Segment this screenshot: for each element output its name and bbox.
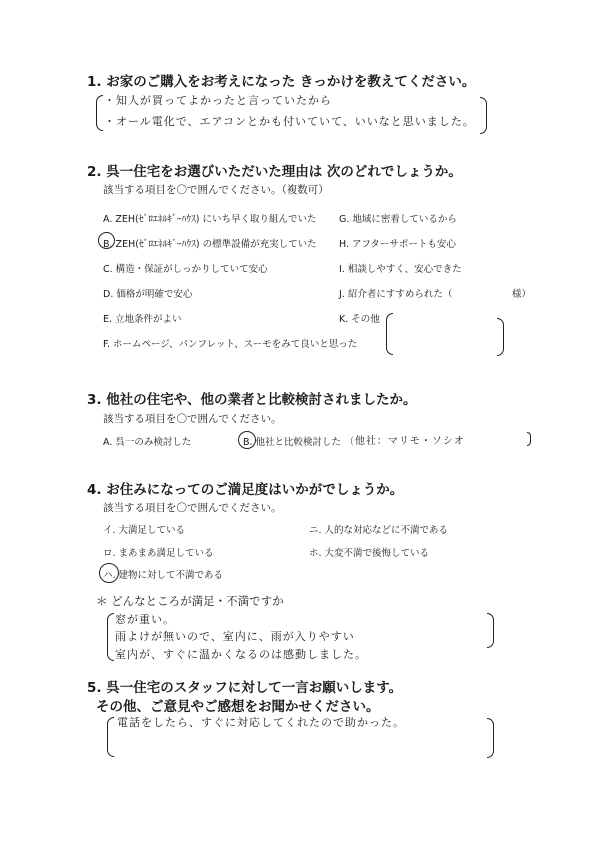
q2-option-j-suffix: 様） (512, 289, 532, 300)
q2-option-g[interactable]: G. 地域に密着しているから (339, 214, 457, 225)
q2-option-a[interactable]: A. ZEH(ｾﾞﾛｴﾈﾙｷﾞｰﾊｳｽ) にいち早く取り組んでいた (103, 214, 317, 225)
q4-option-ni[interactable]: ニ. 人的な対応などに不満である (309, 525, 449, 536)
q4-bracket-right (487, 613, 494, 648)
q4-option-ha-circle (99, 563, 119, 583)
q4-option-ho[interactable]: ホ. 大変不満で後悔している (309, 548, 430, 559)
q3-answer[interactable]: (他社：マリモ・ソシオ (350, 436, 465, 447)
q1-answer-line-2[interactable]: ・オール電化で、エアコンとかも付いていて、いいなと思いました。 (104, 115, 475, 128)
q1-title: 1. お家のご購入をお考えになった きっかけを教えてください。 (87, 74, 476, 90)
q2-instruction: 該当する項目を〇で囲んでください。（複数可） (103, 184, 329, 196)
q1-bracket-left (96, 95, 103, 131)
q2-k-bracket-right (497, 318, 504, 356)
q2-title: 2. 呉一住宅をお選びいただいた理由は 次のどれでしょうか。 (87, 164, 462, 180)
q3-option-b[interactable]: B. 他社と比較検討した (243, 437, 342, 448)
q2-option-h[interactable]: H. アフターサポートも安心 (339, 239, 456, 250)
q2-option-d[interactable]: D. 価格が明確で安心 (103, 289, 193, 300)
q4-bracket-left (107, 613, 114, 661)
q2-option-j[interactable]: J. 紹介者にすすめられた（ (339, 289, 453, 300)
q3-bracket-right (527, 432, 531, 446)
q5-title-line-1: 5. 呉一住宅のスタッフに対して一言お願いします。 (87, 680, 403, 696)
q4-followup: ＊ どんなところが満足・不満ですか (96, 594, 284, 608)
q1-bracket-right (480, 97, 487, 134)
q4-answer-line-2[interactable]: 雨よけが無いので、室内に、雨が入りやすい (115, 630, 355, 643)
q4-title: 4. お住みになってのご満足度はいかがでしょうか。 (87, 482, 404, 498)
q2-option-c[interactable]: C. 構造・保証がしっかりしていて安心 (103, 264, 268, 275)
q4-option-ro[interactable]: ロ. まあまあ満足している (103, 548, 214, 559)
q5-answer[interactable]: 電話をしたら、すぐに対応してくれたので助かった。 (117, 716, 405, 729)
q3-option-b-circle (238, 431, 256, 449)
q5-title-line-2: その他、ご意見やご感想をお聞かせください。 (96, 699, 380, 715)
q2-option-e[interactable]: E. 立地条件がよい (103, 314, 182, 325)
q2-option-b-circle (98, 232, 115, 249)
q3-title: 3. 他社の住宅や、他の業者と比較検討されましたか。 (87, 392, 417, 408)
q2-option-i[interactable]: I. 相談しやすく、安心できた (339, 264, 462, 275)
q4-answer-line-3[interactable]: 室内が、すぐに温かくなるのは感動しました。 (115, 648, 367, 661)
q2-option-b[interactable]: B. ZEH(ｾﾞﾛｴﾈﾙｷﾞｰﾊｳｽ) の標準設備が充実していた (103, 239, 317, 250)
q4-option-ha[interactable]: ハ. 建物に対して不満である (103, 570, 224, 581)
q4-option-i[interactable]: イ. 大満足している (103, 525, 186, 536)
q3-instruction: 該当する項目を〇で囲んでください。 (103, 413, 282, 425)
q3-option-a[interactable]: A. 呉一のみ検討した (103, 437, 192, 448)
q2-k-bracket-left (386, 313, 393, 355)
q4-instruction: 該当する項目を〇で囲んでください。 (103, 502, 282, 514)
q2-option-k[interactable]: K. その他 (339, 314, 380, 325)
q5-bracket-right (487, 718, 494, 758)
q1-answer-line-1[interactable]: ・知人が買ってよかったと言っていたから (104, 94, 332, 107)
q4-answer-line-1[interactable]: 窓が重い。 (115, 613, 175, 626)
q5-bracket-left (107, 717, 114, 757)
q2-option-f[interactable]: F. ホームページ、パンフレット、スーモをみて良いと思った (103, 339, 358, 350)
